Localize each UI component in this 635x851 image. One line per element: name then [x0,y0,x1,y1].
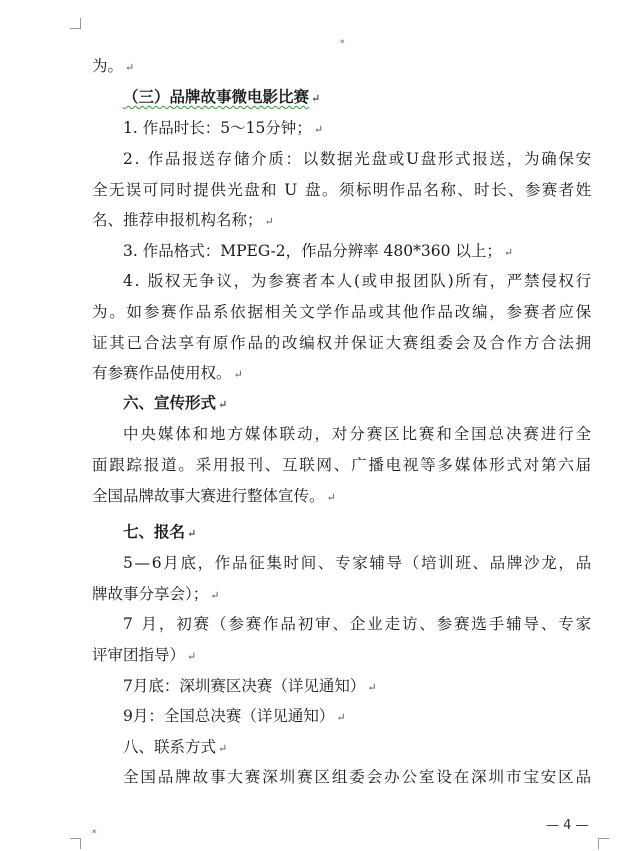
paragraph-mark-icon: ↵ [125,61,135,74]
crop-mark-top-left [70,18,81,29]
line-text: 全无误可同时提供光盘和 U 盘。须标明作品名称、时长、参赛者姓 [92,181,593,199]
text-line [123,553,592,573]
paragraph-mark-icon: ↵ [503,246,514,259]
text-line [92,363,592,385]
paragraph-mark-icon: ↵ [313,123,324,136]
paragraph-mark-icon: ↵ [367,681,377,694]
paragraph-mark-icon: ↵ [187,650,197,663]
line-text: 有参赛作品使用权。 [92,364,232,382]
paragraph-mark-icon: ↵ [233,368,243,381]
line-text: 证其已合法享有原作品的改编权并保证大赛组委会及合作方合法拥 [92,334,593,352]
text-line [92,333,592,353]
text-line [92,584,592,606]
line-text: 为。如参赛作品系依据相关文学作品或其他作品改编，参赛者应保 [92,303,593,321]
anchor-mark-icon: ⁎ [92,826,97,836]
line-text: （三）品牌故事微电影比赛 [123,87,310,106]
section-heading [123,87,592,109]
line-text: 全国品牌故事大赛深圳赛区组委会办公室设在深圳市宝安区品 [123,768,593,786]
line-text: 4. 版权无争议，为参赛者本人(或申报团队)所有，严禁侵权行 [123,272,593,290]
line-text: 评审团指导） [92,646,186,664]
text-line [123,118,592,140]
line-text: 5—6月底，作品征集时间、专家辅导（培训班、品牌沙龙，品 [123,554,593,572]
paragraph-mark-icon: ↵ [218,742,228,755]
line-text: 六、宣传形式 [123,393,217,412]
paragraph-mark-icon: ↵ [218,398,228,411]
paragraph-mark-icon: ↵ [326,491,336,504]
line-text: 7 月，初赛（参赛作品初审、企业走访、参赛选手辅导、专家 [123,615,593,633]
paragraph-mark-icon: ↵ [187,527,197,540]
paragraph-mark-icon: ↵ [210,589,220,602]
text-line [123,271,592,291]
line-text: 名、推荐申报机构名称； [92,211,263,229]
line-text: 9月：全国总决赛（详见通知） [123,707,335,725]
line-text: 牌故事分享会）； [92,585,209,603]
text-line [92,210,592,232]
page-number: — 4 — [546,818,589,833]
line-text: 全国品牌故事大赛进行整体宣传。 [92,487,325,505]
anchor-mark-icon: ⁎ [340,36,345,46]
paragraph-mark-icon: ↵ [311,92,321,105]
crop-mark-bottom-left [70,838,81,849]
line-text: 为。 [92,57,124,75]
section-heading [123,393,592,415]
text-line [123,614,592,634]
text-line [92,486,592,508]
text-line [92,302,592,322]
text-line [123,424,592,444]
text-line [123,737,592,759]
text-line [92,455,592,475]
line-text: 7月底：深圳赛区决赛（详见通知） [123,677,366,695]
crop-mark-bottom-right [598,838,609,849]
line-text: 3. 作品格式：MPEG-2，作品分辨率 480*360 以上； [123,242,502,260]
text-line [92,56,592,78]
line-text: 面跟踪报道。采用报刊、互联网、广播电视等多媒体形式对第六届 [92,456,593,474]
text-line [123,767,592,787]
text-line [123,706,592,728]
text-line [92,180,592,200]
line-text: 七、报名 [123,522,186,541]
text-line [123,676,592,698]
line-text: 1. 作品时长：5～15分钟； [123,119,312,137]
paragraph-mark-icon: ↵ [336,711,346,724]
line-text: 2. 作品报送存储介质：以数据光盘或U盘形式报送，为确保安 [123,150,593,168]
paragraph-mark-icon: ↵ [264,215,274,228]
text-line [92,645,592,667]
text-line [123,241,592,263]
section-heading [123,522,592,544]
text-line [123,149,592,169]
line-text: 中央媒体和地方媒体联动，对分赛区比赛和全国总决赛进行全 [123,425,593,443]
line-text: 八、联系方式 [123,738,217,756]
